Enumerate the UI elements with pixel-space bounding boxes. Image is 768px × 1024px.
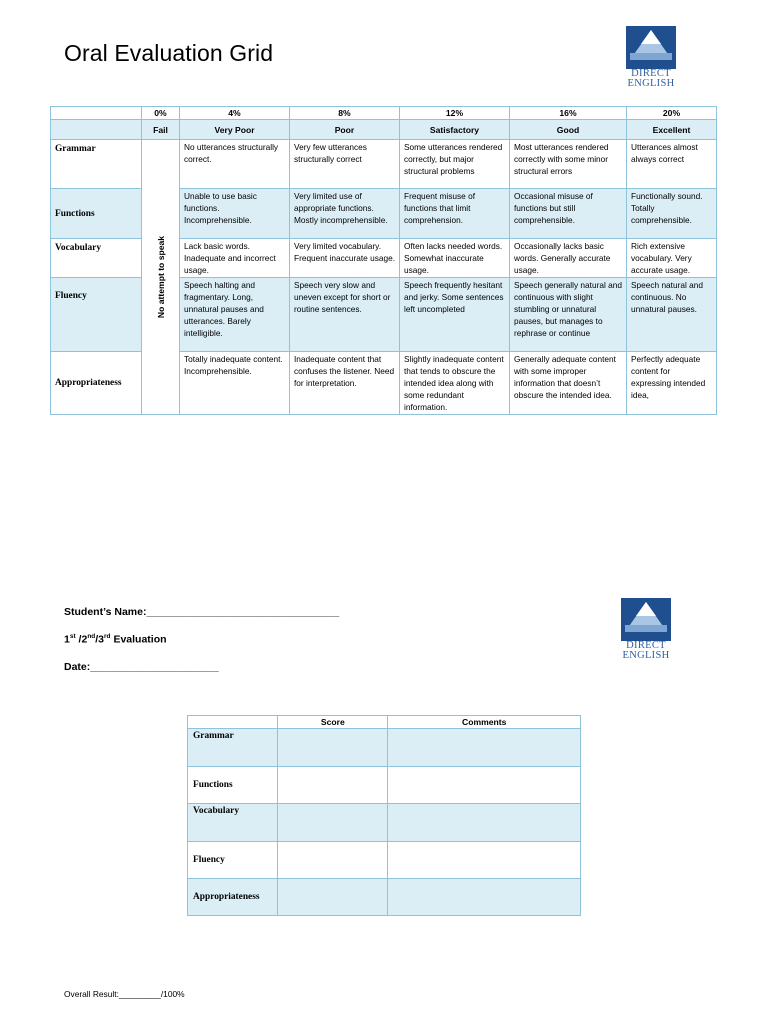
grid-cell: Inadequate content that confuses the listener. Need for interpretation.	[290, 352, 400, 415]
score-row-vocabulary	[188, 804, 581, 842]
score-row-fluency	[188, 842, 581, 879]
grid-cell: Occasionally lacks basic words. Generally accurate usage.	[510, 239, 627, 278]
pct-poor: 8%	[290, 107, 400, 120]
grid-cell: Occasional misuse of functions but still comprehensible.	[510, 189, 627, 239]
eval-1: 1	[64, 633, 70, 646]
criterion-appropriateness: Appropriateness	[51, 352, 142, 415]
overall-result-field[interactable]: Overall Result:_________/100%	[64, 989, 185, 999]
score-criterion-vocabulary: Vocabulary	[188, 804, 278, 842]
eval-2-sup: nd	[87, 633, 96, 640]
pct-fail: 0%	[142, 107, 180, 120]
level-very-poor: Very Poor	[180, 120, 290, 140]
score-criterion-grammar: Grammar	[188, 729, 278, 767]
grid-cell: Speech frequently hesitant and jerky. Some sentences left uncompleted	[400, 278, 510, 352]
score-criterion-fluency: Fluency	[188, 842, 278, 879]
level-satisfactory: Satisfactory	[400, 120, 510, 140]
pct-blank	[51, 107, 142, 120]
level-fail: Fail	[142, 120, 180, 140]
comments-input[interactable]	[388, 729, 581, 767]
grid-cell: Rich extensive vocabulary. Very accurate usage.	[627, 239, 717, 278]
grid-cell: Speech natural and continuous. No unnatural pauses.	[627, 278, 717, 352]
pct-satisfactory: 12%	[400, 107, 510, 120]
grid-cell: Generally adequate content with some improper information that doesn’t obscure the intended idea.	[510, 352, 627, 415]
grid-cell: Unable to use basic functions. Incomprehensible.	[180, 189, 290, 239]
grid-cell: Speech very slow and uneven except for short or routine sentences.	[290, 278, 400, 352]
grid-cell: Often lacks needed words. Somewhat inaccurate usage.	[400, 239, 510, 278]
grid-cell: Slightly inadequate content that tends to obscure the intended idea along with some redundant information.	[400, 352, 510, 415]
evaluation-number-line	[64, 633, 167, 646]
score-input[interactable]	[278, 729, 388, 767]
pct-excellent: 20%	[627, 107, 717, 120]
fail-column	[142, 140, 180, 415]
evaluation-grid	[50, 106, 717, 415]
eval-3-sup: rd	[104, 633, 111, 640]
grid-cell: Utterances almost always correct	[627, 140, 717, 189]
grid-cell: Very limited use of appropriate functions. Mostly incomprehensible.	[290, 189, 400, 239]
criterion-vocabulary: Vocabulary	[51, 239, 142, 278]
pct-very-poor: 4%	[180, 107, 290, 120]
logo-text-english: ENGLISH	[622, 650, 670, 661]
percentage-header-row	[51, 107, 717, 120]
grid-cell: Some utterances rendered correctly, but major structural problems	[400, 140, 510, 189]
score-input[interactable]	[278, 804, 388, 842]
eval-suffix: Evaluation	[110, 633, 167, 646]
level-blank	[51, 120, 142, 140]
direct-english-logo	[625, 26, 677, 89]
criterion-grammar: Grammar	[51, 140, 142, 189]
grid-cell: Very limited vocabulary. Frequent inaccurate usage.	[290, 239, 400, 278]
grid-cell: Totally inadequate content. Incomprehensible.	[180, 352, 290, 415]
score-header-row	[188, 716, 581, 729]
grid-cell: Frequent misuse of functions that limit comprehension.	[400, 189, 510, 239]
score-header-score: Score	[278, 716, 388, 729]
score-input[interactable]	[278, 842, 388, 879]
grid-cell: Very few utterances structurally correct	[290, 140, 400, 189]
grid-cell: Lack basic words. Inadequate and incorrect usage.	[180, 239, 290, 278]
grid-cell: Most utterances rendered correctly with some minor structural errors	[510, 140, 627, 189]
grid-cell: Speech generally natural and continuous with slight stumbling or unnatural pauses, but manages to rephrase or continue	[510, 278, 627, 352]
score-row-appropriateness	[188, 879, 581, 916]
comments-input[interactable]	[388, 879, 581, 916]
grid-cell: No utterances structurally correct.	[180, 140, 290, 189]
score-table	[187, 715, 581, 916]
direct-english-triangle-logo-icon	[621, 598, 671, 641]
score-criterion-appropriateness: Appropriateness	[188, 879, 278, 916]
direct-english-triangle-logo-icon	[626, 26, 676, 69]
score-row-functions	[188, 767, 581, 804]
eval-3: /3	[95, 633, 105, 646]
score-header-comments: Comments	[388, 716, 581, 729]
level-good: Good	[510, 120, 627, 140]
level-excellent: Excellent	[627, 120, 717, 140]
level-header-row	[51, 120, 717, 140]
criterion-functions: Functions	[51, 189, 142, 239]
score-header-blank	[188, 716, 278, 729]
grid-row-grammar	[51, 140, 717, 189]
score-criterion-functions: Functions	[188, 767, 278, 804]
student-name-field[interactable]: Student’s Name:_________________________________	[64, 606, 340, 618]
grid-cell: Functionally sound. Totally comprehensible.	[627, 189, 717, 239]
criterion-fluency: Fluency	[51, 278, 142, 352]
fail-note: No attempt to speak	[155, 235, 166, 319]
direct-english-logo	[620, 598, 672, 661]
score-row-grammar	[188, 729, 581, 767]
logo-text-direct: DIRECT	[626, 640, 666, 651]
level-poor: Poor	[290, 120, 400, 140]
pct-good: 16%	[510, 107, 627, 120]
eval-2: /2	[75, 633, 88, 646]
comments-input[interactable]	[388, 804, 581, 842]
comments-input[interactable]	[388, 767, 581, 804]
date-field[interactable]: Date:______________________	[64, 661, 219, 673]
score-input[interactable]	[278, 879, 388, 916]
page-title: Oral Evaluation Grid	[64, 40, 274, 66]
logo-text-direct: DIRECT	[631, 68, 671, 79]
eval-1-sup: st	[69, 633, 76, 640]
grid-cell: Perfectly adequate content for expressing intended idea,	[627, 352, 717, 415]
grid-cell: Speech halting and fragmentary. Long, unnatural pauses and utterances. Barely intelligible.	[180, 278, 290, 352]
comments-input[interactable]	[388, 842, 581, 879]
logo-text-english: ENGLISH	[627, 78, 675, 89]
score-input[interactable]	[278, 767, 388, 804]
